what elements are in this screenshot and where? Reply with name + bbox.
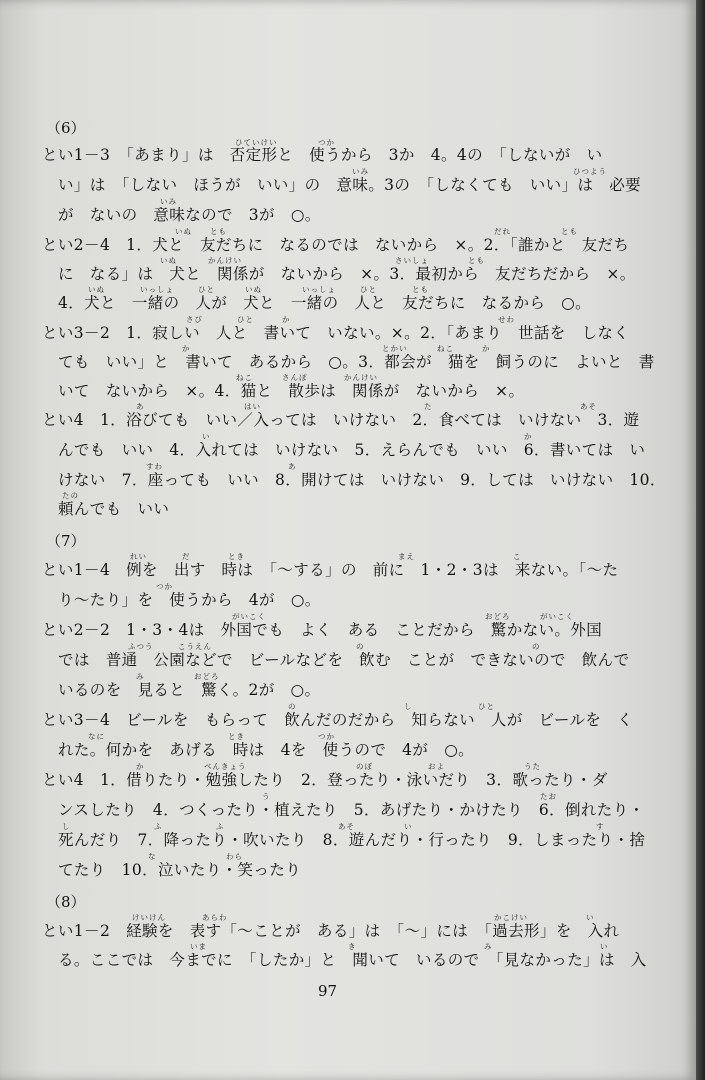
furigana: がいこく <box>540 612 574 621</box>
furigana: こうえん <box>178 642 212 651</box>
furigana: とも <box>210 227 227 236</box>
text-line: とい2－2 1・3・4は 外国でも よく ある ことだから 驚かない。外国 <box>42 621 603 639</box>
text-line: とい1－2 経験を 表す「～ことが ある」は 「～」には 「過去形」を 入れ <box>42 922 620 940</box>
furigana: い <box>586 913 595 922</box>
furigana: とも <box>561 227 578 236</box>
page-number: 97 <box>318 982 338 1000</box>
furigana: とき <box>228 552 245 561</box>
furigana: せわ <box>498 315 515 324</box>
furigana: いっしょ <box>302 285 336 294</box>
text-line: れた。何かを あげる 時は 4を 使うので 4が ○。 <box>58 741 475 759</box>
furigana: かこけい <box>494 913 528 922</box>
furigana: はい <box>244 402 261 411</box>
furigana: かんけい <box>344 373 378 382</box>
furigana: い <box>202 432 211 441</box>
furigana: あ <box>288 462 297 471</box>
furigana: つか <box>156 582 173 591</box>
furigana: き <box>348 942 357 951</box>
text-line: が ないの 意味なので 3が ○。 <box>58 206 321 224</box>
text-line: とい3－2 1．寂しい 人と 書いて いない。×。2．「あまり 世話を しなく <box>42 324 630 342</box>
text-line: い」は 「しない ほうが いい」の 意味。3の 「しなくても いい」は 必要 <box>58 176 642 194</box>
furigana: とも <box>468 256 485 265</box>
text-line: んでも いい 4．入れては いけない 5．えらんでも いい 6．書いては い <box>58 441 646 459</box>
furigana: いぬ <box>160 256 177 265</box>
furigana: な <box>148 852 157 861</box>
furigana: の <box>532 642 541 651</box>
furigana: こ <box>513 552 522 561</box>
text-line: ンスしたり 4．つくったり・植えたり 5．あげたり・かけたり 6．倒れたり・ <box>58 801 645 819</box>
furigana: い <box>600 942 609 951</box>
text-line: いて ないから ×。4．猫と 散歩は 関係が ないから ×。 <box>58 382 525 400</box>
text-line: 死んだり 7．降ったり・吹いたり 8．遊んだり・行ったり 9．しまったり・捨 <box>58 831 646 849</box>
furigana: いぬ <box>175 227 192 236</box>
furigana: か <box>524 432 533 441</box>
furigana: つか <box>318 138 335 147</box>
furigana: い <box>404 822 413 831</box>
furigana: たお <box>540 792 557 801</box>
text-line: 4．犬と 一緒の 人が 犬と 一緒の 人と 友だちに なるから ○。 <box>58 294 591 312</box>
furigana: ふつう <box>128 642 154 651</box>
text-line: では 普通 公園などで ビールなどを 飲む ことが できないので 飲んで <box>58 651 630 669</box>
furigana: ねこ <box>236 373 253 382</box>
furigana: さいしょ <box>395 256 429 265</box>
furigana: すわ <box>146 462 163 471</box>
furigana: いま <box>190 942 207 951</box>
furigana: いみ <box>160 197 177 206</box>
section-heading: （8） <box>46 893 86 911</box>
furigana: ふ <box>216 822 225 831</box>
furigana: だれ <box>494 227 511 236</box>
furigana: す <box>596 822 605 831</box>
page-edge <box>696 0 705 1080</box>
furigana: ひと <box>198 285 215 294</box>
furigana: いみ <box>352 167 369 176</box>
furigana: うた <box>524 762 541 771</box>
furigana: の <box>356 642 365 651</box>
furigana: おどろ <box>194 672 220 681</box>
text-line: 頼んでも いい <box>58 500 170 518</box>
text-line: る。ここでは 今までに 「したか」と 聞いて いるので 「見なかった」は 入 <box>58 951 647 969</box>
text-line: けない 7．座っても いい 8．開けては いけない 9．しては いけない 10． <box>58 471 666 489</box>
text-line: ても いい」と 書いて あるから ○。3．都会が 猫を 飼うのに よいと 書 <box>58 353 655 371</box>
text-line: とい4 1．浴びても いい／入っては いけない 2．食べては いけない 3．遊 <box>42 411 640 429</box>
furigana: べんきょう <box>204 762 247 771</box>
furigana: ふ <box>154 822 163 831</box>
furigana: つか <box>318 732 335 741</box>
text-line: とい1－3 「あまり」は 否定形と 使うから 3か 4。4の 「しないが い <box>42 146 603 164</box>
furigana: た <box>424 402 433 411</box>
furigana: いぬ <box>88 285 105 294</box>
text-line: とい2－4 1．犬と 友だちに なるのでは ないから ×。2．「誰かと 友だち <box>42 236 630 254</box>
furigana: ねこ <box>437 344 454 353</box>
text-line: とい3－4 ビールを もらって 飲んだのだから 知らない 人が ビールを く <box>42 711 634 729</box>
furigana: か <box>182 344 191 353</box>
furigana: あそ <box>580 402 597 411</box>
furigana: とかい <box>382 344 408 353</box>
furigana: ひと <box>237 315 254 324</box>
furigana: まえ <box>398 552 415 561</box>
furigana: のぼ <box>356 762 373 771</box>
furigana: あそ <box>338 822 355 831</box>
furigana: ひつよう <box>573 167 607 176</box>
furigana: いぬ <box>245 285 262 294</box>
furigana: ひていけい <box>235 138 278 147</box>
furigana: み <box>484 942 493 951</box>
furigana: し <box>404 702 413 711</box>
furigana: み <box>136 672 145 681</box>
furigana: し <box>62 822 71 831</box>
furigana: たの <box>62 491 79 500</box>
furigana: だ <box>182 552 191 561</box>
furigana: か <box>282 315 291 324</box>
text-line: り～たり」を 使うから 4が ○。 <box>58 591 321 609</box>
furigana: わら <box>226 852 243 861</box>
text-line: とい1－4 例を 出す 時は 「～する」の 前に 1・2・3は 来ない。「～た <box>42 561 619 579</box>
furigana: あらわ <box>202 913 228 922</box>
furigana: ひと <box>360 285 377 294</box>
text-line: とい4 1．借りたり・勉強したり 2．登ったり・泳いだり 3．歌ったり・ダ <box>42 771 608 789</box>
section-heading: （7） <box>46 532 86 550</box>
furigana: あ <box>136 402 145 411</box>
furigana: がいこく <box>232 612 266 621</box>
furigana: れい <box>130 552 147 561</box>
furigana: う <box>262 792 271 801</box>
text-line: いるのを 見ると 驚く。2が ○。 <box>58 681 321 699</box>
text-line: てたり 10．泣いたり・笑ったり <box>58 861 302 879</box>
section-heading: （6） <box>46 119 86 137</box>
furigana: とも <box>412 285 429 294</box>
furigana: ひと <box>478 702 495 711</box>
furigana: の <box>288 702 297 711</box>
furigana: さび <box>186 315 203 324</box>
furigana: か <box>482 344 491 353</box>
furigana: か <box>136 762 145 771</box>
furigana: おどろ <box>485 612 511 621</box>
furigana: いっしょ <box>140 285 174 294</box>
furigana: なに <box>88 732 105 741</box>
text-line: に なる」は 犬と 関係が ないから ×。3．最初から 友だちだから ×。 <box>58 265 636 283</box>
furigana: およ <box>428 762 445 771</box>
furigana: かんけい <box>208 256 242 265</box>
furigana: とき <box>228 732 245 741</box>
furigana: けいけん <box>132 913 166 922</box>
furigana: さんぽ <box>282 373 308 382</box>
